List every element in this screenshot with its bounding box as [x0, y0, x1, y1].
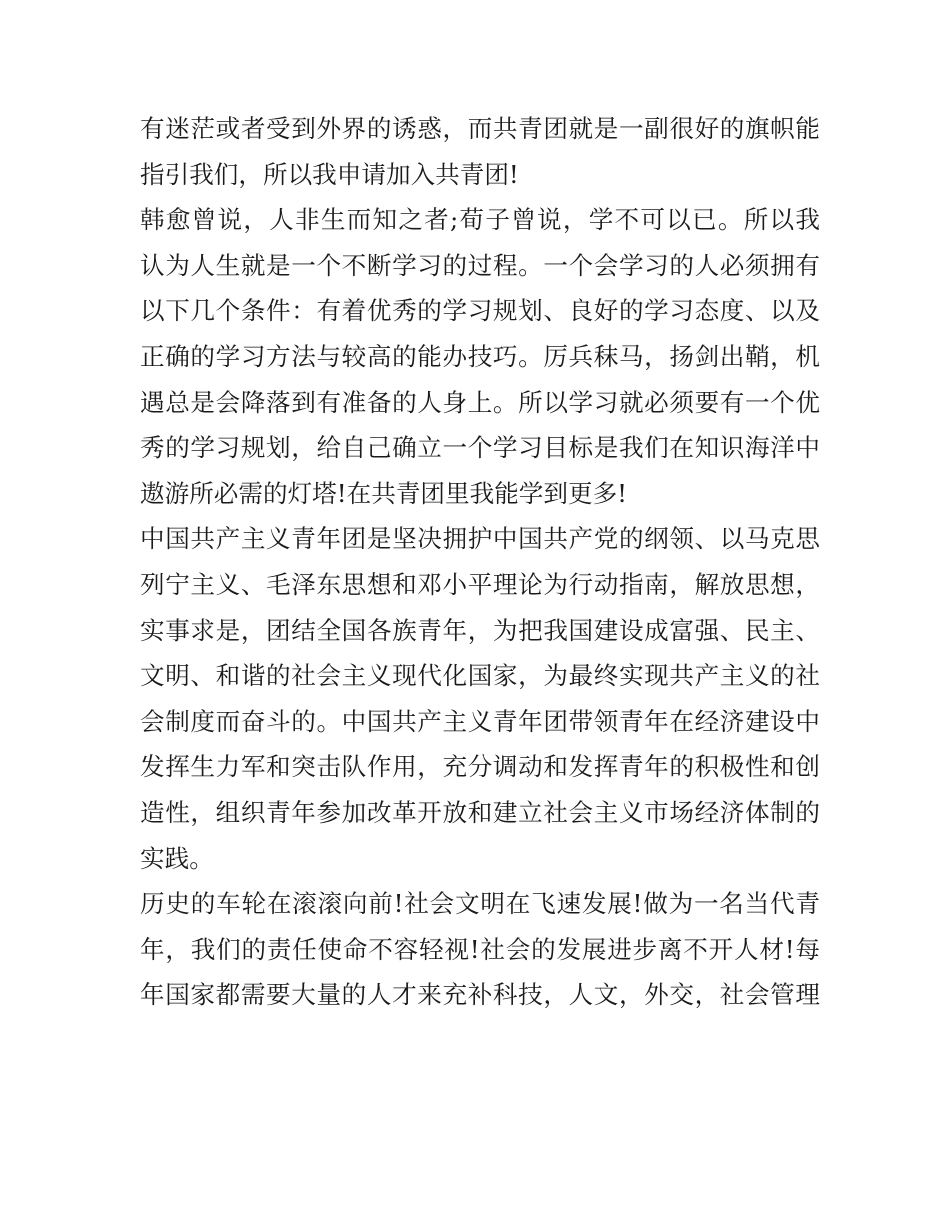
text-line: 认为人生就是一个不断学习的过程。一个会学习的人必须拥有 — [140, 250, 820, 280]
text-line: 韩愈曾说，人非生而知之者;荀子曾说，学不可以已。所以我 — [140, 205, 820, 235]
text-line: 列宁主义、毛泽东思想和邓小平理论为行动指南，解放思想， — [140, 569, 820, 599]
text-line: 实事求是，团结全国各族青年，为把我国建设成富强、民主、 — [140, 615, 820, 645]
text-line: 年国家都需要大量的人才来充补科技，人文，外交，社会管理 — [140, 980, 820, 1010]
text-line: 指引我们，所以我申请加入共青团! — [140, 159, 519, 189]
text-line: 年，我们的责任使命不容轻视!社会的发展进步离不开人材!每 — [140, 934, 820, 964]
text-line: 以下几个条件：有着优秀的学习规划、良好的学习态度、以及 — [140, 296, 820, 326]
paragraph-4 — [140, 881, 820, 1018]
paragraph-1 — [140, 106, 820, 197]
text-line: 遇总是会降落到有准备的人身上。所以学习就必须要有一个优 — [140, 387, 820, 417]
document-body — [140, 106, 820, 1018]
text-line: 正确的学习方法与较高的能办技巧。厉兵秣马，扬剑出鞘，机 — [140, 341, 820, 371]
text-line: 历史的车轮在滚滚向前!社会文明在飞速发展!做为一名当代青 — [140, 889, 820, 919]
text-line: 会制度而奋斗的。中国共产主义青年团带领青年在经济建设中 — [140, 706, 820, 736]
text-line: 中国共产主义青年团是坚决拥护中国共产党的纲领、以马克思 — [140, 524, 820, 554]
text-line: 秀的学习规划，给自己确立一个学习目标是我们在知识海洋中 — [140, 433, 820, 463]
text-line: 造性，组织青年参加改革开放和建立社会主义市场经济体制的 — [140, 797, 820, 827]
text-line: 文明、和谐的社会主义现代化国家，为最终实现共产主义的社 — [140, 661, 820, 691]
text-line: 遨游所必需的灯塔!在共青团里我能学到更多! — [140, 478, 628, 508]
text-line: 发挥生力军和突击队作用，充分调动和发挥青年的积极性和创 — [140, 752, 820, 782]
paragraph-3 — [140, 516, 820, 881]
text-line: 实践。 — [140, 843, 214, 873]
paragraph-2 — [140, 197, 820, 516]
text-line: 有迷茫或者受到外界的诱惑，而共青团就是一副很好的旗帜能 — [140, 114, 820, 143]
